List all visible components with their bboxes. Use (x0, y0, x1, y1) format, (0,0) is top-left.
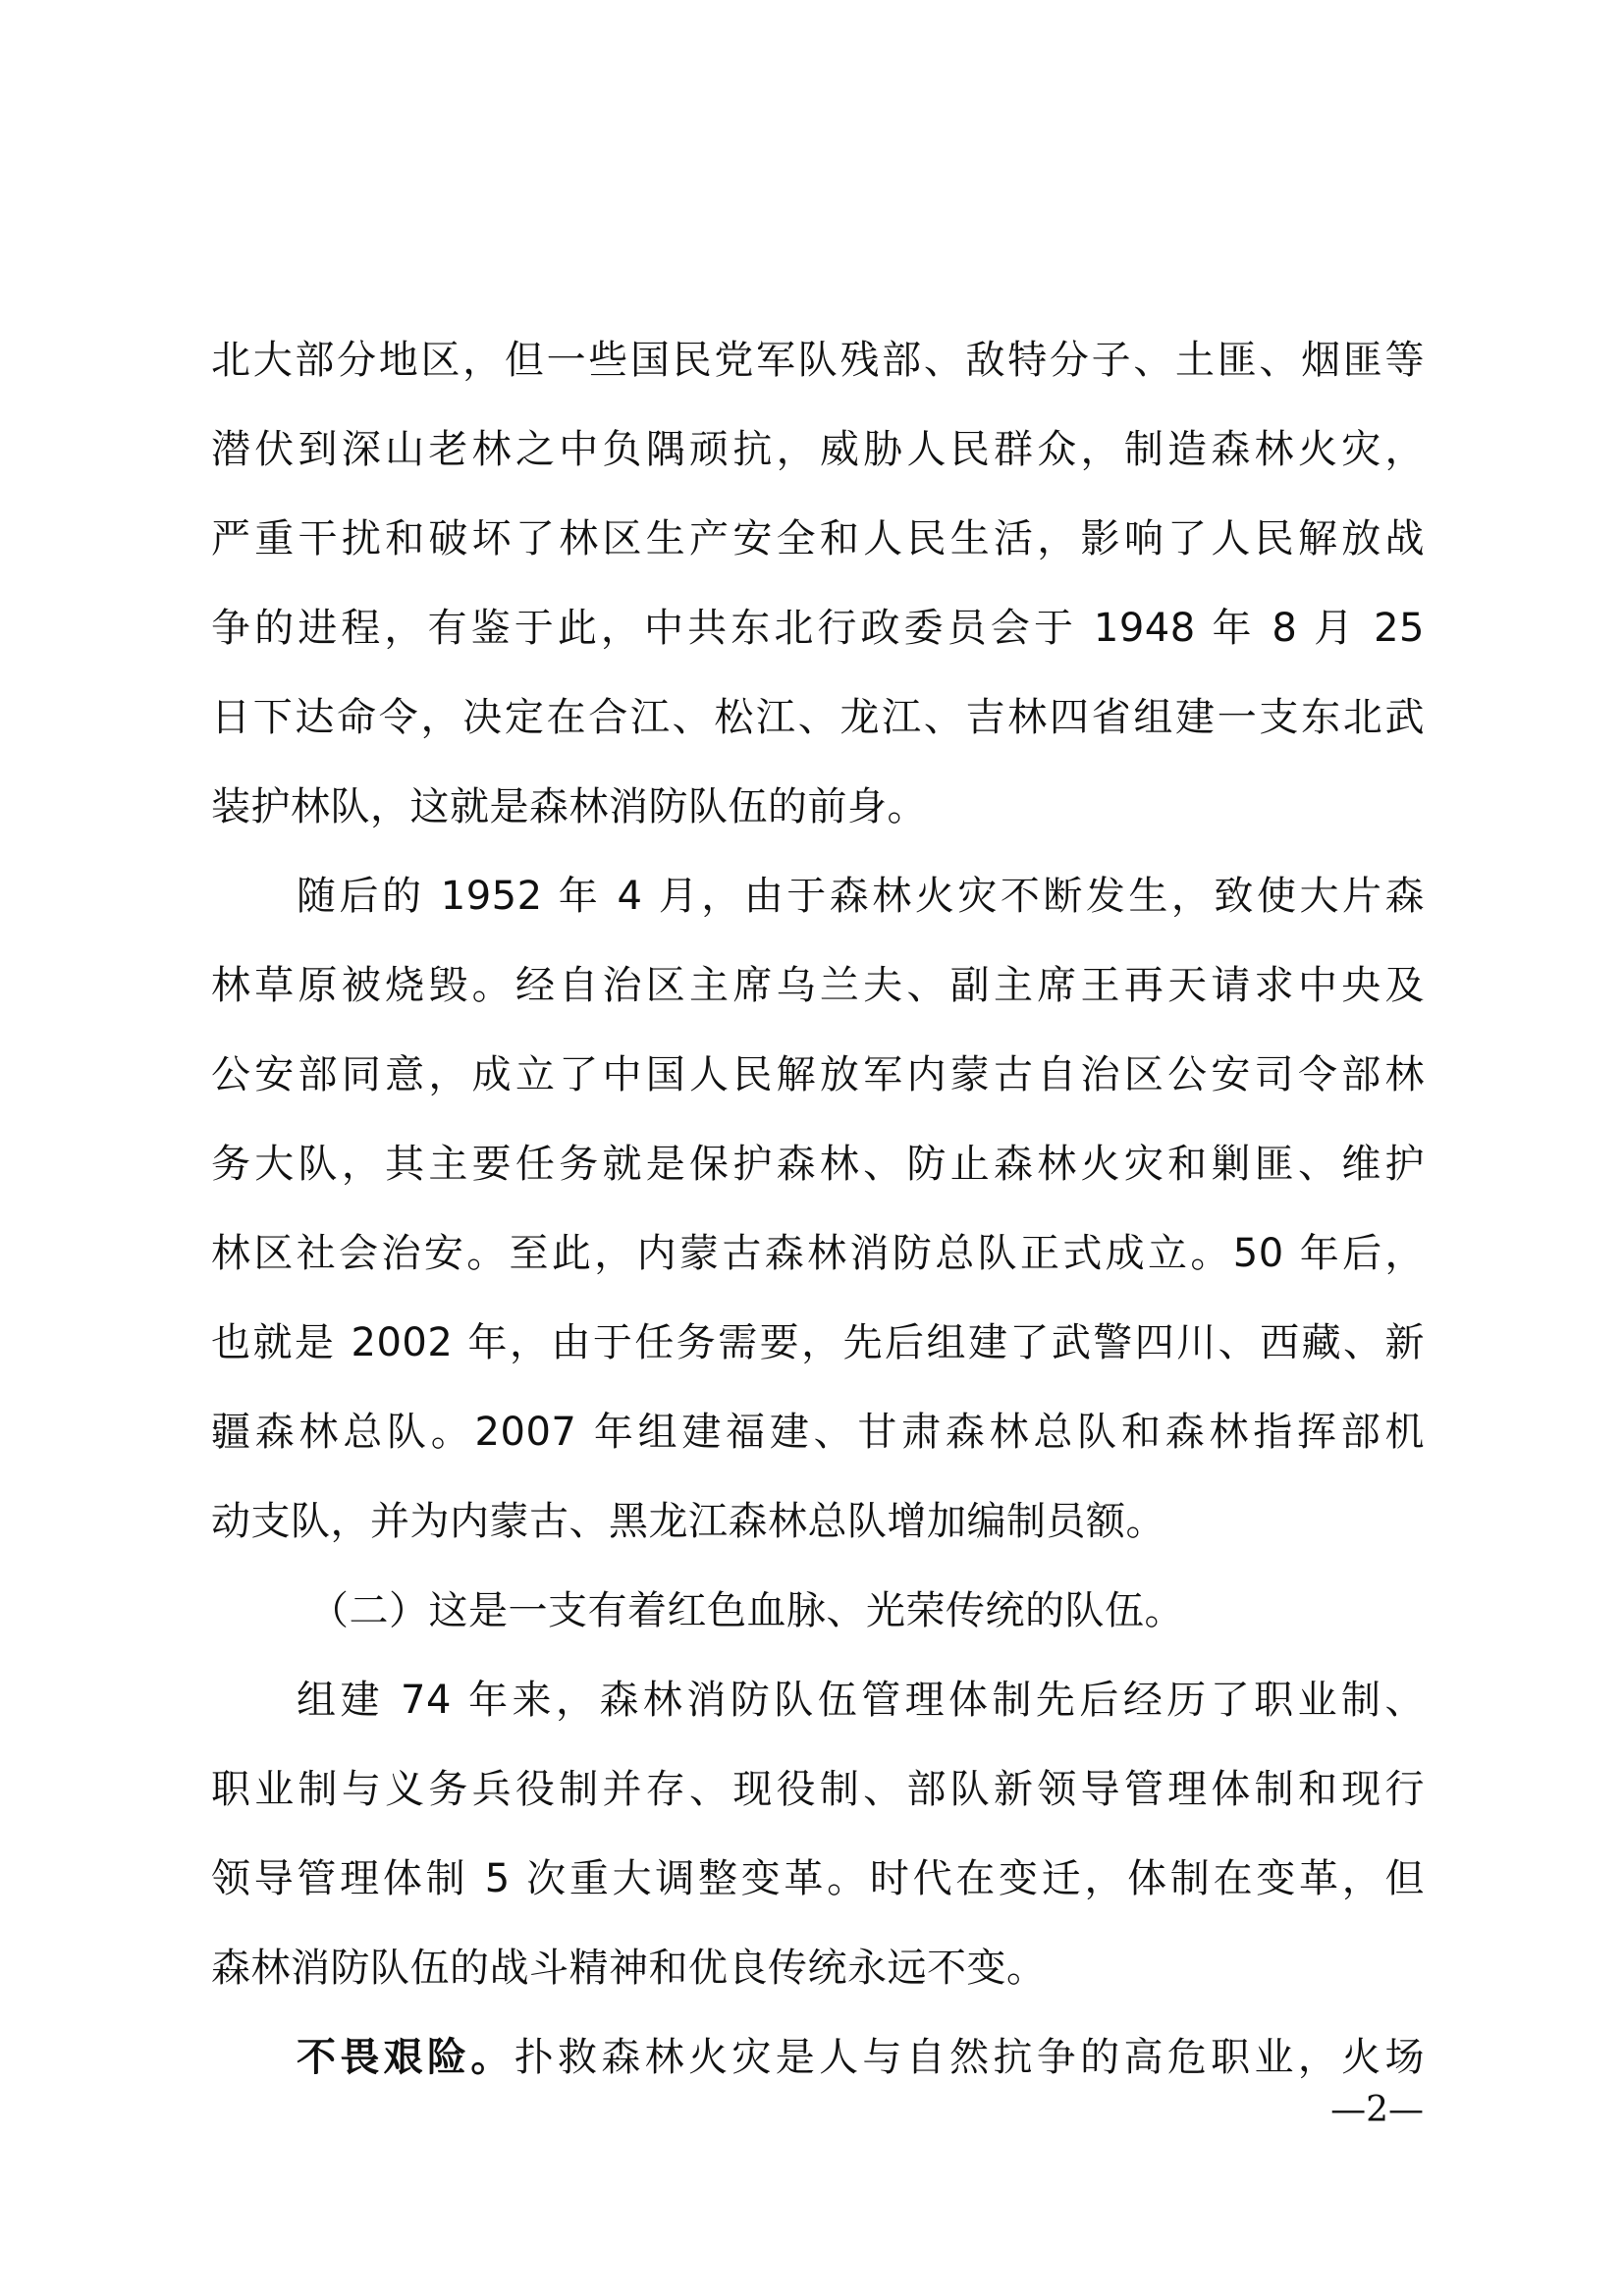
text-line: 职业制与义务兵役制并存、现役制、部队新领导管理体制和现行 (211, 1767, 1425, 1812)
text-line: 领导管理体制 5 次重大调整变革。时代在变迁，体制在变革，但 (211, 1856, 1425, 1901)
text-line: 北大部分地区，但一些国民党军队残部、敌特分子、土匪、烟匪等 (211, 338, 1425, 383)
text-line: 组建 74 年来，森林消防队伍管理体制先后经历了职业制、 (297, 1678, 1425, 1723)
paragraph-1 (211, 316, 1425, 852)
page-number: —2— (1330, 2090, 1424, 2130)
text-line: 务大队，其主要任务就是保护森林、防止森林火灾和剿匪、维护 (211, 1142, 1425, 1187)
document-body (211, 316, 1425, 2103)
paragraph-3 (211, 1656, 1425, 2013)
section-heading (211, 1567, 1425, 1656)
text-line: 公安部同意，成立了中国人民解放军内蒙古自治区公安司令部林 (211, 1052, 1425, 1097)
text-line: 潜伏到深山老林之中负隅顽抗，威胁人民群众，制造森林火灾， (211, 427, 1425, 472)
text-line: 装护林队，这就是森林消防队伍的前身。 (211, 784, 927, 829)
text-run: 扑救森林火灾是人与自然抗争的高危职业，火场 (514, 2035, 1426, 2080)
text-line: 争的进程，有鉴于此，中共东北行政委员会于 1948 年 8 月 25 (211, 606, 1425, 651)
text-line: 也就是 2002 年，由于任务需要，先后组建了武警四川、西藏、新 (211, 1320, 1425, 1365)
paragraph-2 (211, 852, 1425, 1567)
text-line: 疆森林总队。2007 年组建福建、甘肃森林总队和森林指挥部机 (211, 1410, 1425, 1455)
text-line: 林区社会治安。至此，内蒙古森林消防总队正式成立。50 年后， (211, 1231, 1425, 1276)
text-line: 日下达命令，决定在合江、松江、龙江、吉林四省组建一支东北武 (211, 695, 1425, 740)
text-line: 林草原被烧毁。经自治区主席乌兰夫、副主席王再天请求中央及 (211, 963, 1425, 1008)
text-line: 随后的 1952 年 4 月，由于森林火灾不断发生，致使大片森 (297, 874, 1425, 919)
text-line (211, 2013, 1425, 2103)
text-line: 动支队，并为内蒙古、黑龙江森林总队增加编制员额。 (211, 1499, 1165, 1544)
paragraph-4 (211, 2013, 1425, 2103)
text-line: 森林消防队伍的战斗精神和优良传统永远不变。 (211, 1946, 1047, 1991)
heading-text: （二）这是一支有着红色血脉、光荣传统的队伍。 (309, 1588, 1184, 1633)
bold-lead-text: 不畏艰险。 (297, 2035, 514, 2080)
text-line: 严重干扰和破坏了林区生产安全和人民生活，影响了人民解放战 (211, 516, 1425, 561)
